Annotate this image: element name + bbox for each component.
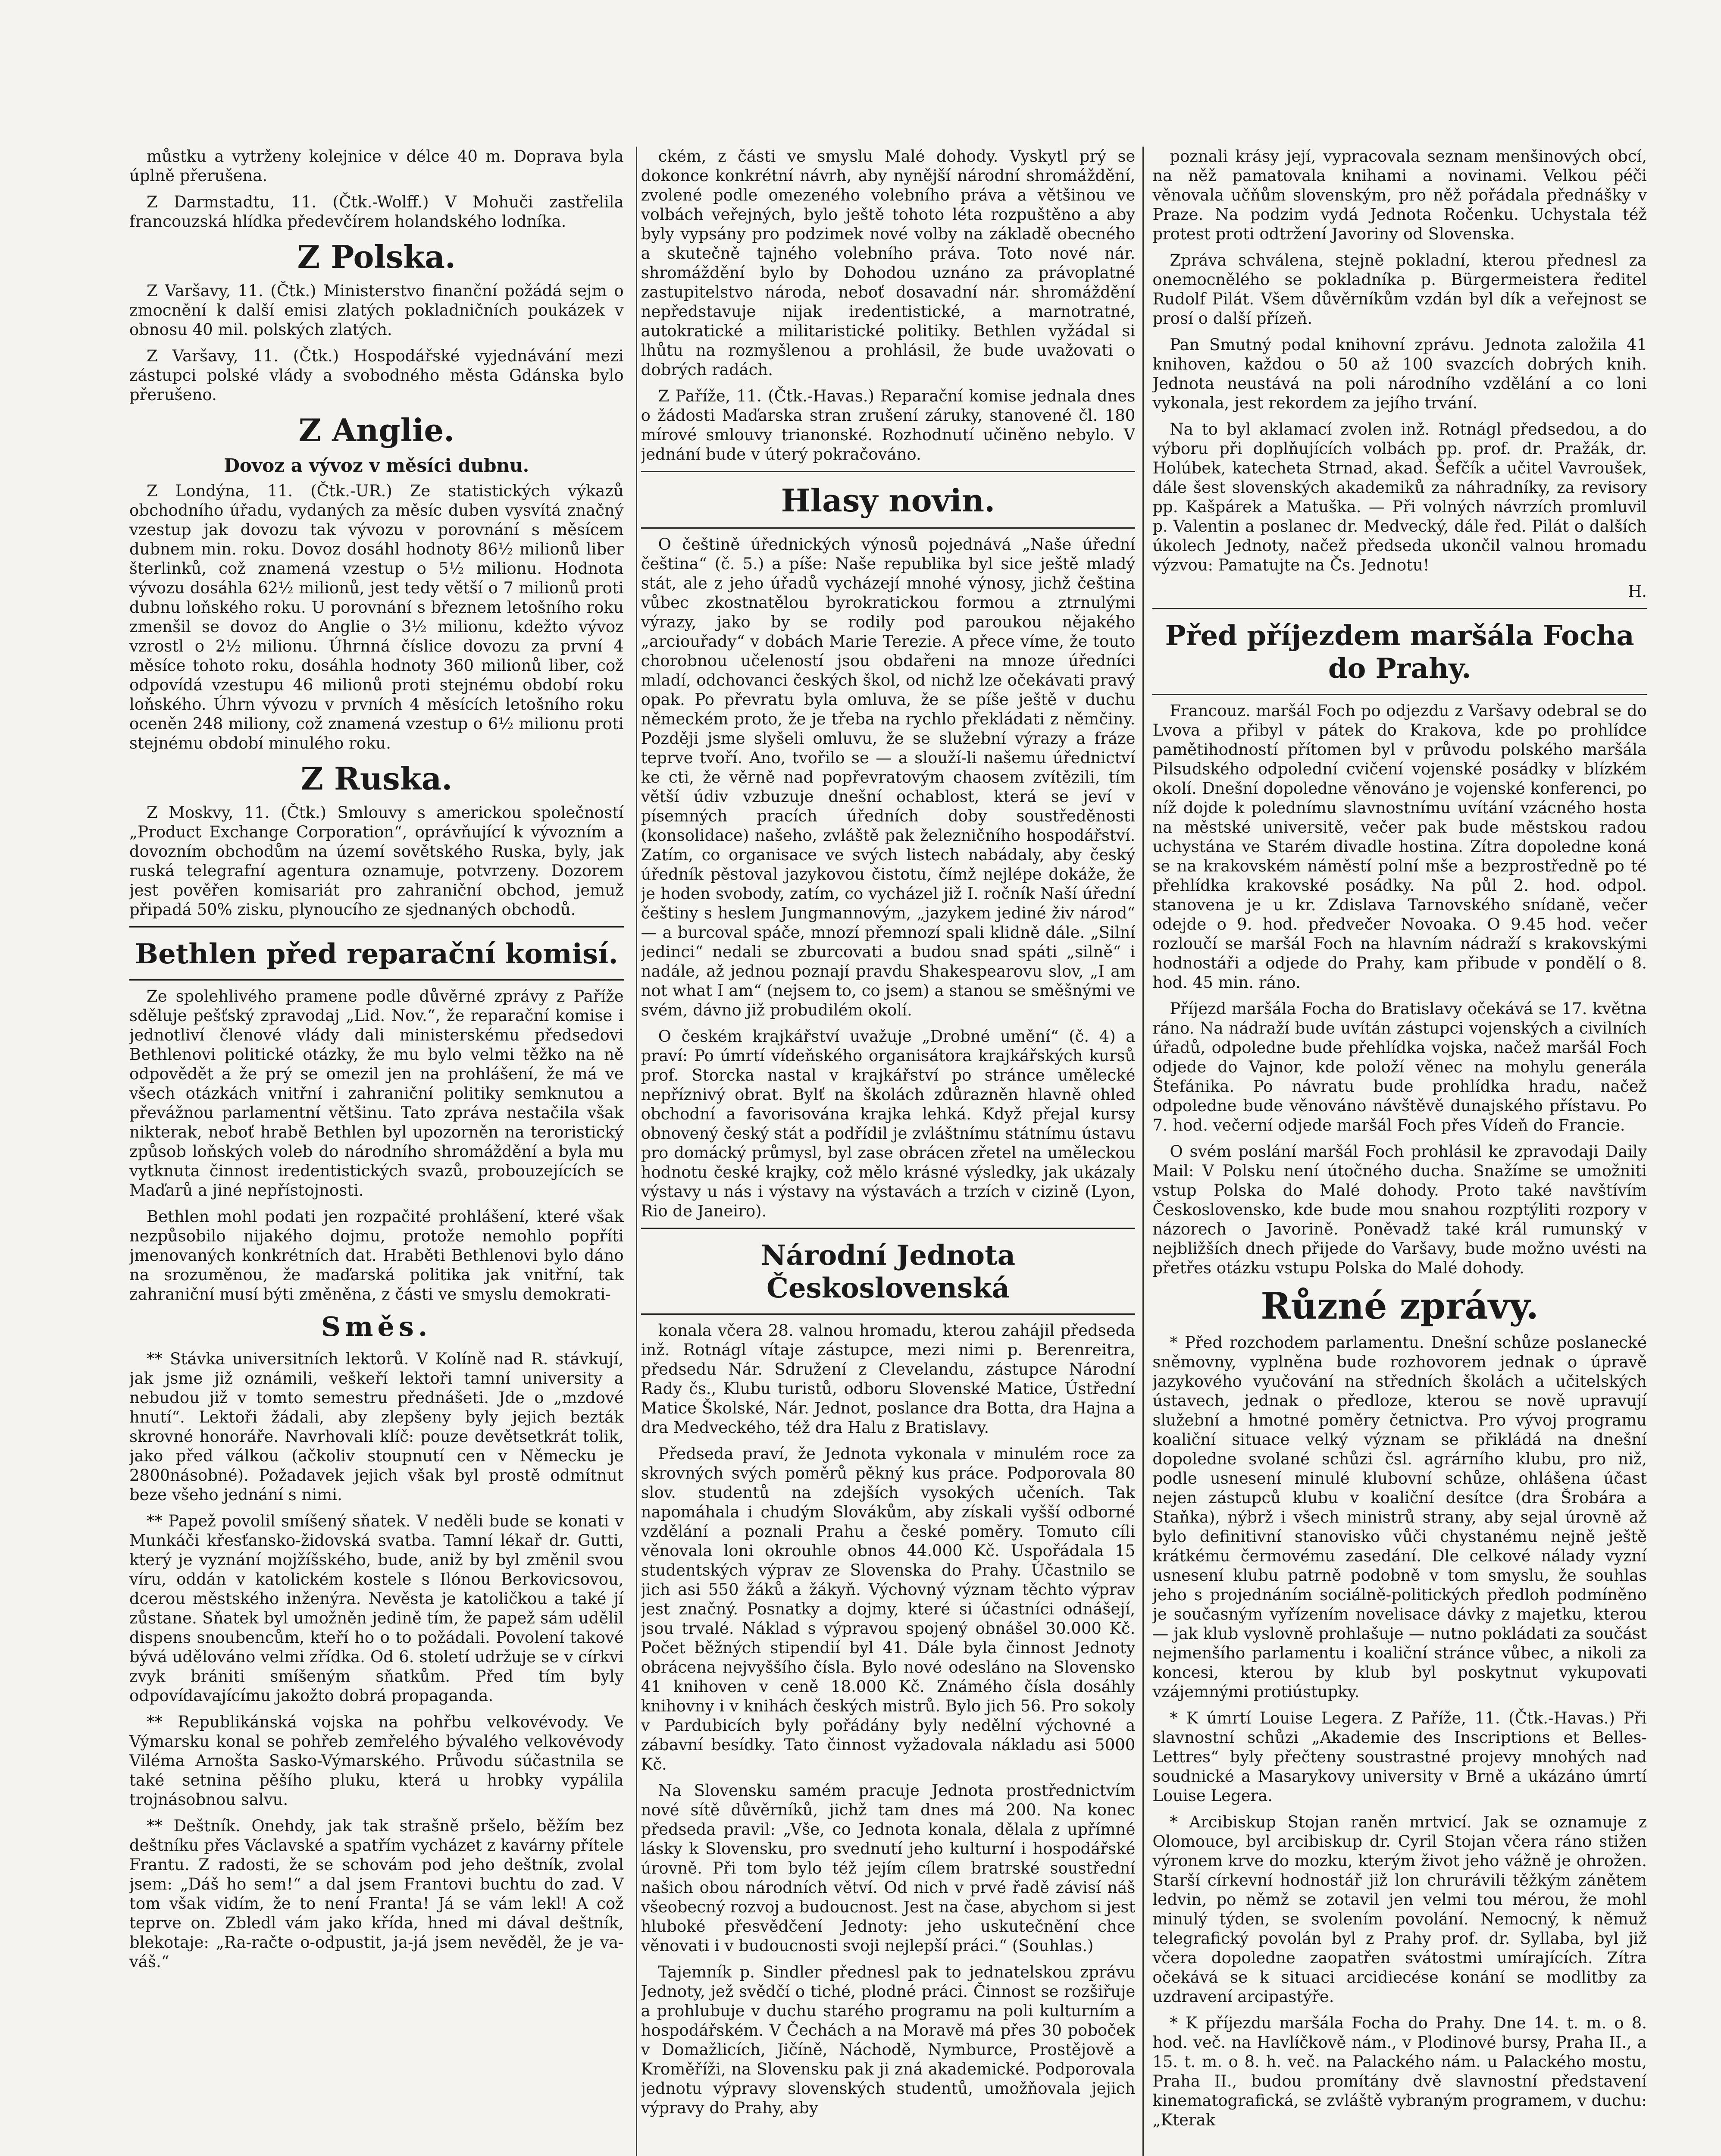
article-text: ** Republikánská vojska na pohřbu velkovévody. Ve Výmarsku konal se pohřeb zemřelého bývalého velkovévody Viléma Arnošta Sasko-Výmarského. Průvodu súčastnila se také setnina pěšího pluku, která u hrobky vypálila trojnásobnou salvu. [129, 1713, 624, 1809]
article-text: Zpráva schválena, stejně pokladní, kterou přednesl za onemocnělého se pokladníka p. Bürgermeistera ředitel Rudolf Pilát. Všem důvěrníkům vzdán byl dík a veřejnost se prosí o další přízeň. [1152, 251, 1647, 328]
article-text: Z Varšavy, 11. (Čtk.) Ministerstvo finanční požádá sejm o zmocnění k další emisi zlatých pokladničních poukázek v obnosu 40 mil. polských zlatých. [129, 282, 624, 339]
headline-box [641, 1228, 1136, 1315]
article-text: O svém poslání maršál Foch prohlásil ke zpravodaji Daily Mail: V Polsku není útočného ducha. Snažíme se umožniti vstup Polska do Malé dohody. Proto také navštívím Československo, kde bude mou snahou rozptýliti rozpory v názorech o Javorině. Poněvadž také král rumunský v nejbližších dnech přijede do Varšavy, bude možno uvésti na přetřes otázku vstupu Polska do Malé dohody. [1152, 1142, 1647, 1277]
article-text: Z Darmstadtu, 11. (Čtk.-Wolff.) V Mohuči zastřelila francouzská hlídka předevčírem holandského lodníka. [129, 193, 624, 231]
article-text: * K úmrtí Louise Legera. Z Paříže, 11. (Čtk.-Havas.) Při slavnostní schůzi „Akademie des Inscriptions et Belles-Lettres“ byly přečteny soustrastné projevy mnohých nad soudnické a Masarykovy university v Brně a ukázáno úmrtí Louise Legera. [1152, 1709, 1647, 1805]
article-text: O českém krajkářství uvažuje „Drobné umění“ (č. 4) a praví: Po úmrtí vídeňského organisátora krajkářských kursů prof. Storcka nastal v krajkářství po stránce umělecké nepříznivý obrat. Bylť na školách zdůrazněn hlavně ohled obchodní a favorisována krajka lehká. Když přejal kursy obnovený český stát a podřídil je zvláštnímu státnímu ústavu pro domácký průmysl, byl zase obrácen zřetel na uměleckou hodnotu české krajky, což mělo krásné výsledky, jak ukázaly výstavy u nás i výstavy na výstavách a trzích v cizině (Lyon, Rio de Janeiro). [641, 1027, 1136, 1220]
headline-jednota: Národní Jednota Československá [760, 1239, 1016, 1304]
article-text: Tajemník p. Sindler přednesl pak to jednatelskou zprávu Jednoty, jež svědčí o tiché, plodné práci. Činnost se rozšiřuje a prohlubuje v duchu starého programu na poli kulturním a hospodářském. V Čechách a na Moravě má přes 30 poboček v Domažlicích, Jičíně, Náchodě, Nymburce, Prostějově a Kroměříži, na Slovensku pak ji zná akademické. Podporovala jednotu výpravy slovenských studentů, umožňovala jejich výpravy do Prahy, aby [641, 1963, 1136, 2117]
article-text: Na Slovensku samém pracuje Jednota prostřednictvím nové sítě důvěrníků, jichž tam dnes má 200. Na konec předseda pravil: „Vše, co Jednota konala, dělala z upřímné lásky k Slovensku, pro svednutí jeho kulturní i hospodářské úrovně. Při tom bylo též jejím cílem bratrské soustřední našich obou národních větví. Od nich v prvé řadě závisí náš všeobecný rozvoj a budoucnost. Jest na čase, abychom si jest hluboké přesvědčení Jednoty: jeho uskutečnění chce věnovati i v budoucnosti svoji nejlepší práci.“ (Souhlas.) [641, 1781, 1136, 1955]
article-text: * Arcibiskup Stojan raněn mrtvicí. Jak se oznamuje z Olomouce, byl arcibiskup dr. Cyril Stojan včera ráno stižen výronem krve do mozku, kterým život jeho vážně je ohrožen. Starší církevní hodnostář již lon chrurávili těžkým zánětem ledvin, po němž se zotavil jen velmi tou mérou, že mohl minulý týden, se svolením povolání. Nemocný, k němuž telegrafický povolán byl z Prahy prof. dr. Syllaba, byl již včera dopoledne zaopatřen svátostmi umírajících. Zítra očekává se k situaci arcidiecése konání se modlitby za uzdravení arcipastýře. [1152, 1813, 1647, 2006]
signature: H. [1627, 582, 1647, 601]
column-2 [641, 147, 1136, 2156]
article-text: ckém, z části ve smyslu Malé dohody. Vyskytl prý se dokonce konkrétní návrh, aby nynější národní shromáždění, zvolené podle omezeného volebního práva a většinou ve volbách veřejných, bylo ještě tohoto léta rozpuštěno a aby byly vypsány pro podzimek nové volby na základě obecného a skutečně tajného volebního práva. Toto nové nár. shromáždění bylo by Dohodou uznáno za právoplatné zastupitelstvo národa, neboť dosavadní nár. shromáždění nepředstavuje nijak iredentistické, a marnotratné, autokratické a militaristické politiky. Bethlen vyžádal si lhůtu na rozmyšlenou a prohlásil, že bude uvažovati o dobrých radách. [641, 147, 1136, 379]
article-text: Předseda praví, že Jednota vykonala v minulém roce za skrovných svých poměrů pěkný kus práce. Podporovala 80 slov. studentů na zdejších vysokých učeních. Tak napomáhala i chudým Slovákům, aby získali vyšší odborné vzdělání a poznali Prahu a české poměry. Tomuto cíli věnovala loni okrouhle obnos 44.000 Kč. Uspořádala 15 studentských výprav ze Slovenska do Prahy. Účastnilo se jich asi 550 žáků a žákyň. Výchovný význam těchto výprav jest značný. Posnatky a dojmy, které si účastníci odnášejí, jsou trvalé. Náklad s výpravou spojený obnášel 30.000 Kč. Počet běžných stipendií byl 41. Dále byla činnost Jednoty obrácena nejvyššího čísla. Bylo nové odesláno na Slovensko 41 knihoven v ceně 18.000 Kč. Známého čísla dosáhly knihovny i v knihách českých mistrů. Bylo jich 56. Pro sokoly v Pardubicích byly pořádány byly nedělní výchovné a zábavní besídky. Tato činnost vyžadovala nákladu asi 5000 Kč. [641, 1445, 1136, 1774]
article-text: poznali krásy její, vypracovala seznam menšinových obcí, na něž pamatovala knihami a novinami. Velkou péči věnovala učňům slovenským, pro něž pořádala přednášky v Praze. Na podzim vydá Jednota Ročenku. Uchystala též protest proti odtržení Javoriny od Slovenska. [1152, 147, 1647, 243]
newspaper-page [129, 147, 1647, 2156]
article-text: Ze spolehlivého pramene podle důvěrné zprávy z Paříže sděluje pešťský zpravodaj „Lid. Nov.“, že reparační komise i jednotliví členové vlády dali ministerskému předsedovi Bethlenovi politické otázky, že mu bylo velmi těžko na ně odpovědět a že prý se omezil jen na prohlášení, že má ve všech otázkách vnitřní i zahraniční politiky semknutou a převážnou parlamentní většinu. Tato zpráva nestačila však nikterak, neboť hrabě Bethlen byl upozorněn na teroristický způsob loňských voleb do národního shromáždění a byla mu vytknuta činnost iredentistických svazů, probouzejících se Maďarů a jiné nepřístojnosti. [129, 987, 624, 1200]
article-text: Z Moskvy, 11. (Čtk.) Smlouvy s americkou společností „Product Exchange Corporation“, oprávňující k vývozním a dovozním obchodům na území sovětského Ruska, byly, jak ruská telegrafní agentura oznamuje, potvrzeny. Dozorem jest pověřen komisariát pro zahraniční obchod, jemuž připadá 50% zisku, plynoucího ze sjednaných obchodů. [129, 803, 624, 919]
article-text: Francouz. maršál Foch po odjezdu z Varšavy odebral se do Lvova a přibyl v pátek do Krakova, kde po prohlídce pamětihodností přítomen byl v průvodu polského maršála Pilsudského odpolední cvičení vojenské posádky v blízkém okolí. Dnešní dopoledne věnováno je vojenské konferenci, po níž dojde k polednímu slavnostnímu uvítání vzácného hosta na městské universitě, večer pak bude městskou radou uchystána ve Starém divadle hostina. Zítra dopoledne koná se na krakovském náměstí polní mše a bezprostředně po té přehlídka krakovské posádky. Na půl 2. hod. odpol. stanovena je u kr. Zdislava Tarnovského snídaně, večer odejde o 9. hod. předvečer Novoaka. O 9.45 hod. večer rozloučí se maršál Foch na hlavním nádraží s krakovskými hodnostáři a odjede do Prahy, kam přibude v pondělí o 8. hod. 45 min. ráno. [1152, 702, 1647, 992]
headline-foch: Před příjezdem maršála Focha do Prahy. [1165, 620, 1634, 685]
headline-box [641, 471, 1136, 529]
section-heading-hlasy: Hlasy novin. [781, 482, 995, 519]
article-text: Z Paříže, 11. (Čtk.-Havas.) Reparační komise jednala dnes o žádosti Maďarska stran zrušení záruky, stanovené čl. 180 mírové smlouvy trianonské. Rozhodnutí učiněno nebylo. V jednání bude v úterý pokračováno. [641, 387, 1136, 464]
headline-box [1152, 608, 1647, 695]
section-heading-anglie: Z Anglie. [298, 412, 455, 448]
article-text: ** Stávka universitních lektorů. V Kolíně nad R. stávkují, jak jsme již oznámili, veškeří lektoři tamní university a nebudou již v tomto semestru přednášeti. Jde o „mzdové hnutí“. Lektoři žádali, aby zlepšeny byly jejich bezták skrovné honoráře. Navrhovali klíč: pouze devětsetkrát tolik, jako před válkou (ačkoliv stoupnutí cen v Německu je 2800násobné). Požadavek jejich však byl prostě odmítnut beze všeho jednání s nimi. [129, 1350, 624, 1504]
article-text: ** Papež povolil smíšený sňatek. V neděli bude se konati v Munkáči křesťansko-židovská svatba. Tamní lékař dr. Gutti, který je vyznání mojžíšského, bude, aniž by byl změnil svou víru, oddán v katolickém kostele s Ilónou Berkovicsovou, dcerou městského inženýra. Nevěsta je katoličkou a také jí zůstane. Sňatek byl umožněn jedině tím, že papež sám udělil dispens snoubencům, kteří ho o to požádali. Povolení takové bývá udělováno velmi zřídka. Od 6. století udržuje se v církvi zvyk brániti smíšeným sňatkům. Před tím byly odpovídavajícímu jakožto dobrá propaganda. [129, 1512, 624, 1705]
article-text: Z Varšavy, 11. (Čtk.) Hospodářské vyjednávání mezi zástupci polské vlády a svobodného města Gdánska bylo přerušeno. [129, 347, 624, 404]
article-text: * K příjezdu maršála Focha do Prahy. Dne 14. t. m. o 8. hod. več. na Havlíčkově nám., v Plodinové bursy, Praha II., a 15. t. m. o 8. h. več. na Palackého nám. u Palackého mostu, Praha II., budou promítány dvě slavnostní představení kinematografická, se zvláště vybraným programem, v duchu: „Kterak [1152, 2014, 1647, 2129]
article-text: Z Londýna, 11. (Čtk.-UR.) Ze statistických výkazů obchodního úřadu, vydaných za měsíc duben vysvítá značný vzestup jak dovozu tak vývozu v porovnání s měsícem dubnem min. roku. Dovoz dosáhl hodnoty 86½ milionů liber šterlinků, což znamená vzestup o 5½ milionu. Hodnota vývozu dosáhla 62½ milionů, jest tedy větší o 7 milionů proti dubnu loňského roku. U porovnání s březnem letošního roku zmenšil se dovoz do Anglie o 3½ milionu, kdežto vývoz vzrostl o 2½ milionu. Úhrnná číslice dovozu za první 4 měsíce tohoto roku, dosáhla hodnoty 360 milionů liber, což odpovídá vzestupu 46 milionů proti stejnému období roku loňského. Úhrn vývozu v prvních 4 měsících letošního roku oceněn 248 miliony, což znamená vzestup o 6½ milionu proti stejnému období minulého roku. [129, 482, 624, 752]
article-text: Na to byl aklamací zvolen inž. Rotnágl předsedou, a do výboru při doplňujících volbách pp. prof. dr. Pražák, dr. Holúbek, katecheta Strnad, akad. Šefčík a učitel Vavroušek, dále šest slovenských akademiků za náhradníky, za revisory pp. Kašpárek a Matuška. — Při volných návrzích promluvil p. Valentin a poslanec dr. Medvecký, dále řed. Pilát o dalších úkolech Jednoty, načež předseda ukončil valnou hromadu výzvou: Pamatujte na Čs. Jednotu! [1152, 420, 1647, 574]
headline-box [129, 926, 624, 981]
article-text: můstku a vytrženy kolejnice v délce 40 m. Doprava byla úplně přerušena. [129, 147, 624, 185]
section-heading-ruska: Z Ruska. [300, 760, 453, 797]
column-1 [129, 147, 624, 2156]
section-heading-polsko: Z Polska. [297, 238, 456, 275]
article-text: Pan Smutný podal knihovní zprávu. Jednota založila 41 knihoven, každou o 50 až 100 svazcích dobrých knih. Jednota neustává na poli národního vzdělání a co loni vykonala, jest rekordem za jejího trvání. [1152, 335, 1647, 412]
section-heading-smes: Směs. [321, 1311, 432, 1342]
subheading-dovoz: Dovoz a vývoz v měsíci dubnu. [224, 455, 529, 476]
article-text: konala včera 28. valnou hromadu, kterou zahájil předseda inž. Rotnágl vítaje zástupce, mezi nimi p. Berenreitra, předsedu Nár. Sdružení z Clevelandu, zástupce Národní Rady čs., Klubu turistů, odboru Slovenské Matice, Ústřední Matice Školské, Nár. Jednot, poslance dra Botta, dra Hajna a dra Medveckého, též dra Halu z Bratislavy. [641, 1321, 1136, 1437]
section-heading-ruzne: Různé zprávy. [1261, 1285, 1539, 1327]
article-text: ** Deštník. Onehdy, jak tak strašně pršelo, běžím bez deštníku přes Václavské a spatřím vycházet z kavárny přítele Frantu. Z radosti, že se schovám pod jeho deštník, zvolal jsem: „Dáš ho sem!“ a dal jsem Frantovi buchtu do zad. V tom však vidím, že to není Franta! Já se vám lekl! A což teprve on. Zbledl vám jako křída, hned mi dával deštník, blekotaje: „Ra-račte o-odpustit, ja-já jsem nevěděl, že je va-váš.“ [129, 1817, 624, 1971]
article-text: Příjezd maršála Focha do Bratislavy očekává se 17. května ráno. Na nádraží bude uvítán zástupci vojenských a civilních úřadů, odpoledne bude přehlídka vojska, načež maršál Foch odjede do Vajnor, kde položí věnec na mohylu generála Štefánika. Po návratu bude prohlídka hradu, načež odpoledne bude věnováno návštěvě dunajského přístavu. Po 7. hod. večerní odjede maršál Foch přes Vídeň do Francie. [1152, 1000, 1647, 1134]
article-text: O češtině úřednických výnosů pojednává „Naše úřední čeština“ (č. 5.) a píše: Naše republika byl sice ještě mladý stát, ale z jeho úřadů vycházejí mnohé výnosy, jichž čeština vůbec zkostnatělou byrokratickou formou a ztrnulými výrazy, jako by se rodily pod paroukou nějakého „arciouřady“ v dobách Marie Terezie. A přece víme, že touto chorobnou učeleností jsou obdařeni na mnoze úředníci mladí, odchovanci českých škol, od nichž lze očekávati pravý opak. Po převratu byla omluva, že se píše ještě v duchu německém proto, že je třeba na rychlo překládati z němčiny. Později jsme slyšeli omluvu, že se služební výrazy a fráze teprve tvoří. Ano, tvořilo se — a slouží-li našemu úřednictví ke cti, že věrně nad popřevratovým chaosem zvítězili, tím větší údiv vzbuzuje dnešní ochablost, která se jeví v písemných pracích úředních doby soustředěnosti (konsolidace) našeho, zvláště pak železničního hospodářství. Zatím, co organisace ve svých listech nabádaly, aby český úředník pěstoval jazykovou čistotu, čímž nejlépe dokáže, že je hoden svobody, zatím, co vycházel již I. ročník Naší úřední češtiny s heslem Jungmannovým, „jazykem jediné živ národ“ — a burcoval spáče, mnozí přemnozí spali klidně dále. „Silní jedinci“ nedali se zburcovati a budou snad spáti „silně“ i nadále, až jednou poznají pravdu Shakespearovu slov, „I am not what I am“ (nejsem to, co jsem) a stanou se směšnými ve svém, dávno již probudilém okolí. [641, 535, 1136, 1019]
headline-bethlen: Bethlen před reparační komisí. [135, 938, 618, 970]
column-3 [1152, 147, 1647, 2156]
article-text: * Před rozchodem parlamentu. Dnešní schůze poslanecké sněmovny, vyplněna bude rozhovorem jednak o úpravě jazykového vyučování na středních školách a učitelských ústavech, jednak o předloze, kterou se nově upravují služební a hmotné poměry četnictva. Pro vývoj programu koaliční situace velký význam se přikládá na dnešní dopoledne svolané schůzi čsl. agrárního klubu, pro niž, podle usnesení minulé klubovní schůze, ohlášena účast nejen zástupců klubu v koaliční desítce (dra Šrobára a Staňka), nýbrž i všech ministrů strany, aby sejal úrovně až bylo definitivní stanovisko vůči chystanému nejně ještě krátkému čermovému zasedání. Dle celkové nálady vyzní usnesení klubu patrně podobně v tom smyslu, že souhlas jeho s projednáním sociálně-politických předloh podmíněno je současným vyřízením novelisace dávky z majetku, kterou — jak klub vyslovně prohlašuje — nutno pokládati za součást nejmenšího parlamentu i koaliční stránce vůbec, a nikoli za koncesi, kterou by klub byl poskytnut vykupovati vzájemnými protiústupky. [1152, 1333, 1647, 1701]
article-text: Bethlen mohl podati jen rozpačité prohlášení, které však nezpůsobilo nijakého dojmu, protože nemohlo popříti jmenovaných konkrétních dat. Hraběti Bethlenovi bylo dáno na srozuměnou, že maďarská politika jak vnitřní, tak zahraniční musí býti změněna, z části ve smyslu demokrati- [129, 1207, 624, 1304]
